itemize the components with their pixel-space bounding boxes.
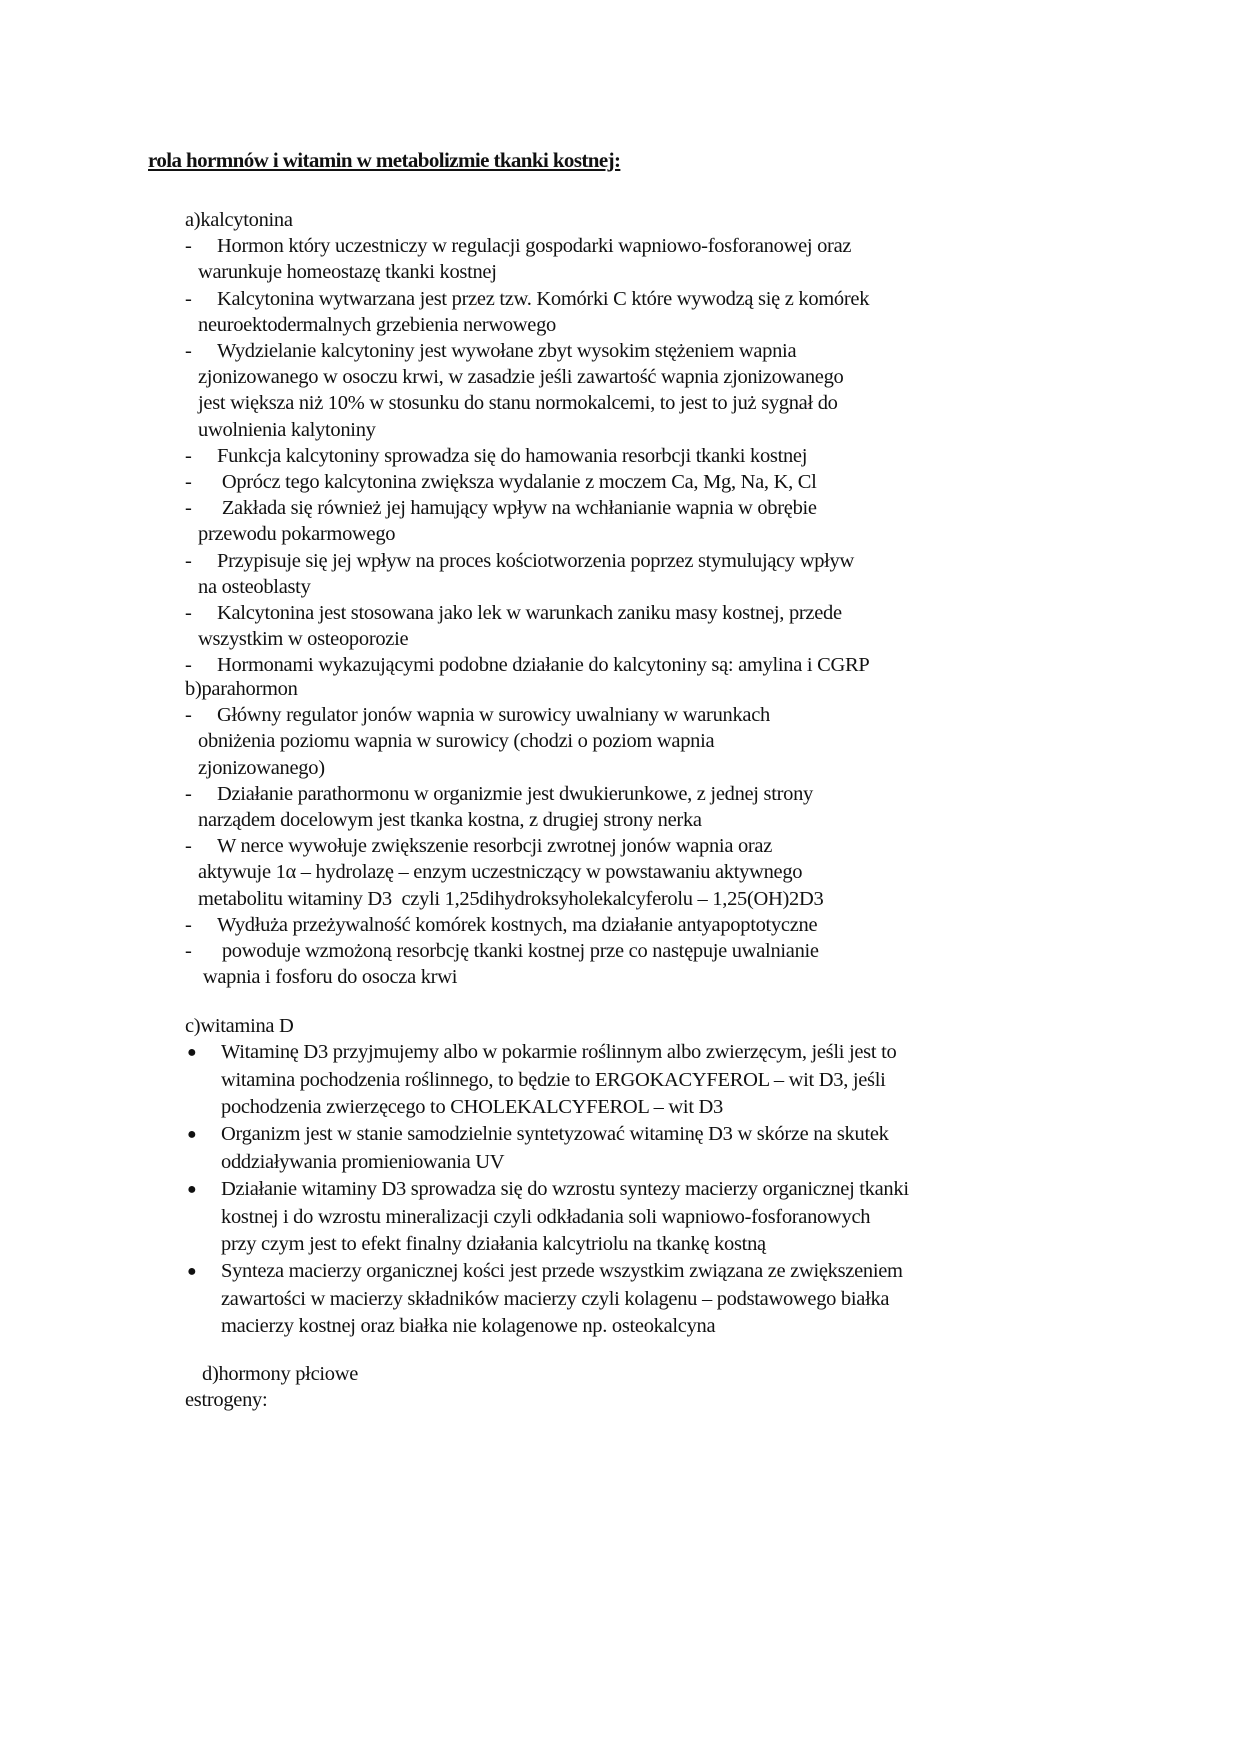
section-1 [168,207,869,679]
bullet-icon: ● [187,1181,197,1199]
item-text: Zakłada się również jej hamujący wpływ na wchłanianie wapnia w obrębie [217,497,817,520]
item-text: powoduje wzmożoną resorbcję tkanki kostnej prze co następuje uwalnianie [217,940,819,963]
item-text: Główny regulator jonów wapnia w surowicy uwalniany w warunkach [217,704,770,727]
section-2 [168,676,823,990]
dash-marker: - [185,782,192,805]
document-title: rola hormnów i witamin w metabolizmie tkanki kostnej: [148,148,621,172]
item-text: aktywuje 1α – hydrolazę – enzym uczestniczący w powstawaniu aktywnego [198,861,803,884]
bullet-icon: ● [187,1263,197,1281]
list-item [168,1121,909,1176]
section-heading: d)hormony płciowe [202,1363,359,1385]
list-item [168,1258,909,1340]
list-item [168,652,869,678]
item-text: metabolitu witaminy D3 czyli 1,25dihydroksyholekalcyferolu – 1,25(OH)2D3 [198,887,824,910]
dash-marker: - [185,704,192,727]
list-item [168,443,869,469]
list-item [168,469,869,495]
dash-marker: - [185,471,192,494]
list-item [168,548,869,600]
item-text: przy czym jest to efekt finalny działania kalcytriolu na tkankę kostną [221,1233,766,1256]
section-3 [168,1013,909,1341]
item-text: zawartości w macierzy składników macierzy czyli kolagenu – podstawowego białka [221,1287,890,1310]
dash-marker: - [185,654,192,677]
item-text: zjonizowanego) [198,756,325,779]
dash-marker: - [185,497,192,520]
item-text: Hormonami wykazującymi podobne działanie do kalcytoniny są: amylina i CGRP [217,654,870,677]
bullet-icon: ● [187,1126,197,1144]
item-text: Synteza macierzy organicznej kości jest przede wszystkim związana ze zwiększeniem [221,1260,903,1283]
list-item [168,1176,909,1258]
item-text: W nerce wywołuje zwiększenie resorbcji zwrotnej jonów wapnia oraz [217,835,773,858]
subheading: estrogeny: [185,1389,268,1412]
item-text: oddziaływania promieniowania UV [221,1150,505,1173]
item-text: kostnej i do wzrostu mineralizacji czyli odkładania soli wapniowo-fosforanowych [221,1205,871,1228]
item-text: warunkuje homeostazę tkanki kostnej [198,261,497,284]
list-item [168,702,823,781]
list-item [168,338,869,443]
item-text: narządem docelowym jest tkanka kostna, z drugiej strony nerka [198,809,702,832]
dash-marker: - [185,549,192,572]
dash-marker: - [185,940,192,963]
item-text: Wydzielanie kalcytoniny jest wywołane zbyt wysokim stężeniem wapnia [217,340,797,363]
item-text: Kalcytonina wytwarzana jest przez tzw. Komórki C które wywodzą się z komórek [217,287,870,310]
dash-marker: - [185,835,192,858]
item-text: macierzy kostnej oraz białka nie kolagenowe np. osteokalcyna [221,1315,716,1338]
section-heading: b)parahormon [185,678,298,700]
dash-marker: - [185,235,192,258]
item-text: Kalcytonina jest stosowana jako lek w warunkach zaniku masy kostnej, przede [217,602,842,625]
item-text: na osteoblasty [198,575,311,598]
list-item [168,233,869,285]
item-text: przewodu pokarmowego [198,523,396,546]
list-item [168,495,869,547]
bullet-icon: ● [187,1044,197,1062]
list-item [168,912,823,938]
item-text: Hormon który uczestniczy w regulacji gospodarki wapniowo-fosforanowej oraz [217,235,852,258]
item-text: pochodzenia zwierzęcego to CHOLEKALCYFEROL – wit D3 [221,1096,724,1119]
dash-marker: - [185,602,192,625]
item-text: neuroektodermalnych grzebienia nerwowego [198,313,556,336]
item-text: Przypisuje się jej wpływ na proces kościotworzenia poprzez stymulujący wpływ [217,549,855,572]
item-text: uwolnienia kalytoniny [198,418,376,441]
dash-marker: - [185,340,192,363]
dash-marker: - [185,287,192,310]
item-text: Funkcja kalcytoniny sprowadza się do hamowania resorbcji tkanki kostnej [217,444,808,467]
item-text: Działanie parathormonu w organizmie jest dwukierunkowe, z jednej strony [217,782,813,805]
list-item [168,1039,909,1121]
item-text: wapnia i fosforu do osocza krwi [198,966,458,989]
item-text: zjonizowanego w osoczu krwi, w zasadzie jeśli zawartość wapnia zjonizowanego [198,366,844,389]
list-item [168,781,823,833]
dash-marker: - [185,444,192,467]
section-heading: c)witamina D [185,1015,294,1037]
item-text: Oprócz tego kalcytonina zwiększa wydalanie z moczem Ca, Mg, Na, K, Cl [217,471,817,494]
item-text: Witaminę D3 przyjmujemy albo w pokarmie roślinnym albo zwierzęcym, jeśli jest to [221,1041,897,1064]
item-text: obniżenia poziomu wapnia w surowicy (chodzi o poziom wapnia [198,730,715,753]
item-text: wszystkim w osteoporozie [198,628,409,651]
list-item [168,600,869,652]
item-text: Działanie witaminy D3 sprowadza się do wzrostu syntezy macierzy organicznej tkanki [221,1178,909,1201]
dash-marker: - [185,913,192,936]
list-item [168,286,869,338]
item-text: jest większa niż 10% w stosunku do stanu normokalcemi, to jest to już sygnał do [198,392,838,415]
section-heading: a)kalcytonina [185,209,293,231]
item-text: Wydłuża przeżywalność komórek kostnych, ma działanie antyapoptotyczne [217,913,818,936]
list-item [168,938,823,990]
item-text: Organizm jest w stanie samodzielnie syntetyzować witaminę D3 w skórze na skutek [221,1123,889,1146]
section-4 [168,1361,358,1413]
list-item [168,833,823,912]
item-text: witamina pochodzenia roślinnego, to będzie to ERGOKACYFEROL – wit D3, jeśli [221,1068,886,1091]
